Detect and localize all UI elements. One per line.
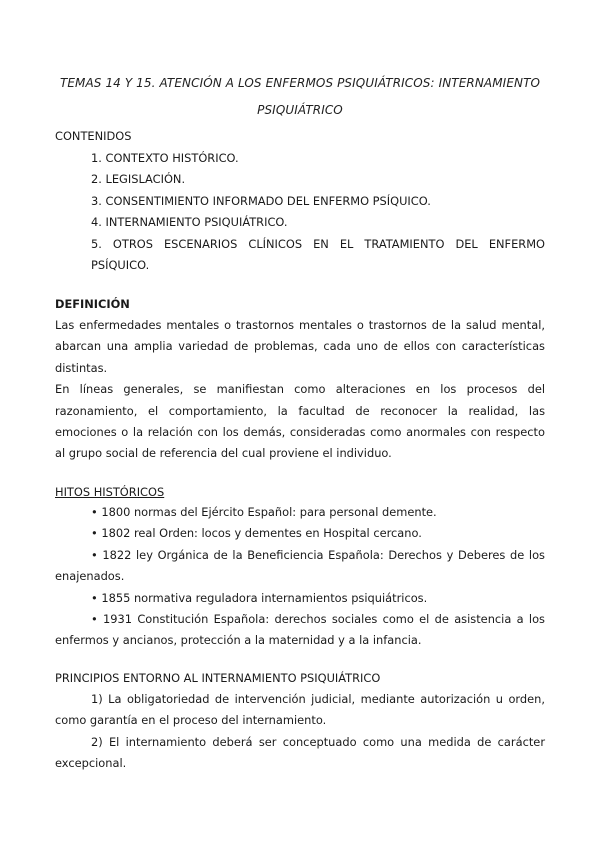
principle-item: 1) La obligatoriedad de intervención judicial, mediante autorización u orden, como garantía en el proceso del internamiento. (55, 692, 545, 728)
contents-list (55, 148, 545, 276)
contents-item: 5. OTROS ESCENARIOS CLÍNICOS EN EL TRATAMIENTO DEL ENFERMO PSÍQUICO. (91, 236, 545, 273)
definition-body (55, 315, 545, 465)
milestones-heading: HITOS HISTÓRICOS (55, 485, 165, 499)
contents-item: 4. INTERNAMIENTO PSIQUIÁTRICO. (91, 215, 288, 230)
principles-list (55, 689, 545, 775)
document-title (55, 70, 545, 124)
contents-item: 1. CONTEXTO HISTÓRICO. (91, 151, 239, 165)
principle-item: 2) El internamiento deberá ser conceptuado como una medida de carácter excepcional. (55, 734, 545, 771)
milestones-list (55, 502, 545, 652)
milestone-item: • 1855 normativa reguladora internamientos psiquiátricos. (91, 590, 428, 605)
milestone-item: • 1931 Constitución Española: derechos sociales como el de asistencia a los enfermos y ancianos, protección a la maternidad y a la infancia. (55, 612, 545, 648)
principles-heading: PRINCIPIOS ENTORNO AL INTERNAMIENTO PSIQUIÁTRICO (55, 671, 381, 685)
contents-item: 2. LEGISLACIÓN. (91, 172, 186, 187)
definition-paragraph: En líneas generales, se manifiestan como alteraciones en los procesos del razonamiento, el comportamiento, la facultad de reconocer la realidad, las emociones o la relación con los demás, consideradas como anormales con respecto al grupo social de referencia del cual proviene el individuo. (55, 382, 545, 461)
milestone-item: • 1802 real Orden: locos y dementes en Hospital cercano. (91, 526, 422, 541)
milestone-item: • 1800 normas del Ejército Español: para personal demente. (91, 505, 437, 519)
contents-heading: CONTENIDOS (55, 129, 132, 143)
title-line-1: TEMAS 14 Y 15. ATENCIÓN A LOS ENFERMOS PSIQUIÁTRICOS: INTERNAMIENTO (59, 76, 541, 90)
milestone-item: • 1822 ley Orgánica de la Beneficiencia Española: Derechos y Deberes de los enajenados. (55, 547, 545, 584)
definition-heading: DEFINICIÓN (55, 297, 130, 311)
title-line-2: PSIQUIÁTRICO (257, 103, 343, 117)
definition-paragraph: Las enfermedades mentales o trastornos mentales o trastornos de la salud mental, abarcan una amplia variedad de problemas, cada uno de ellos con características distintas. (55, 318, 545, 375)
contents-item: 3. CONSENTIMIENTO INFORMADO DEL ENFERMO PSÍQUICO. (91, 193, 431, 208)
